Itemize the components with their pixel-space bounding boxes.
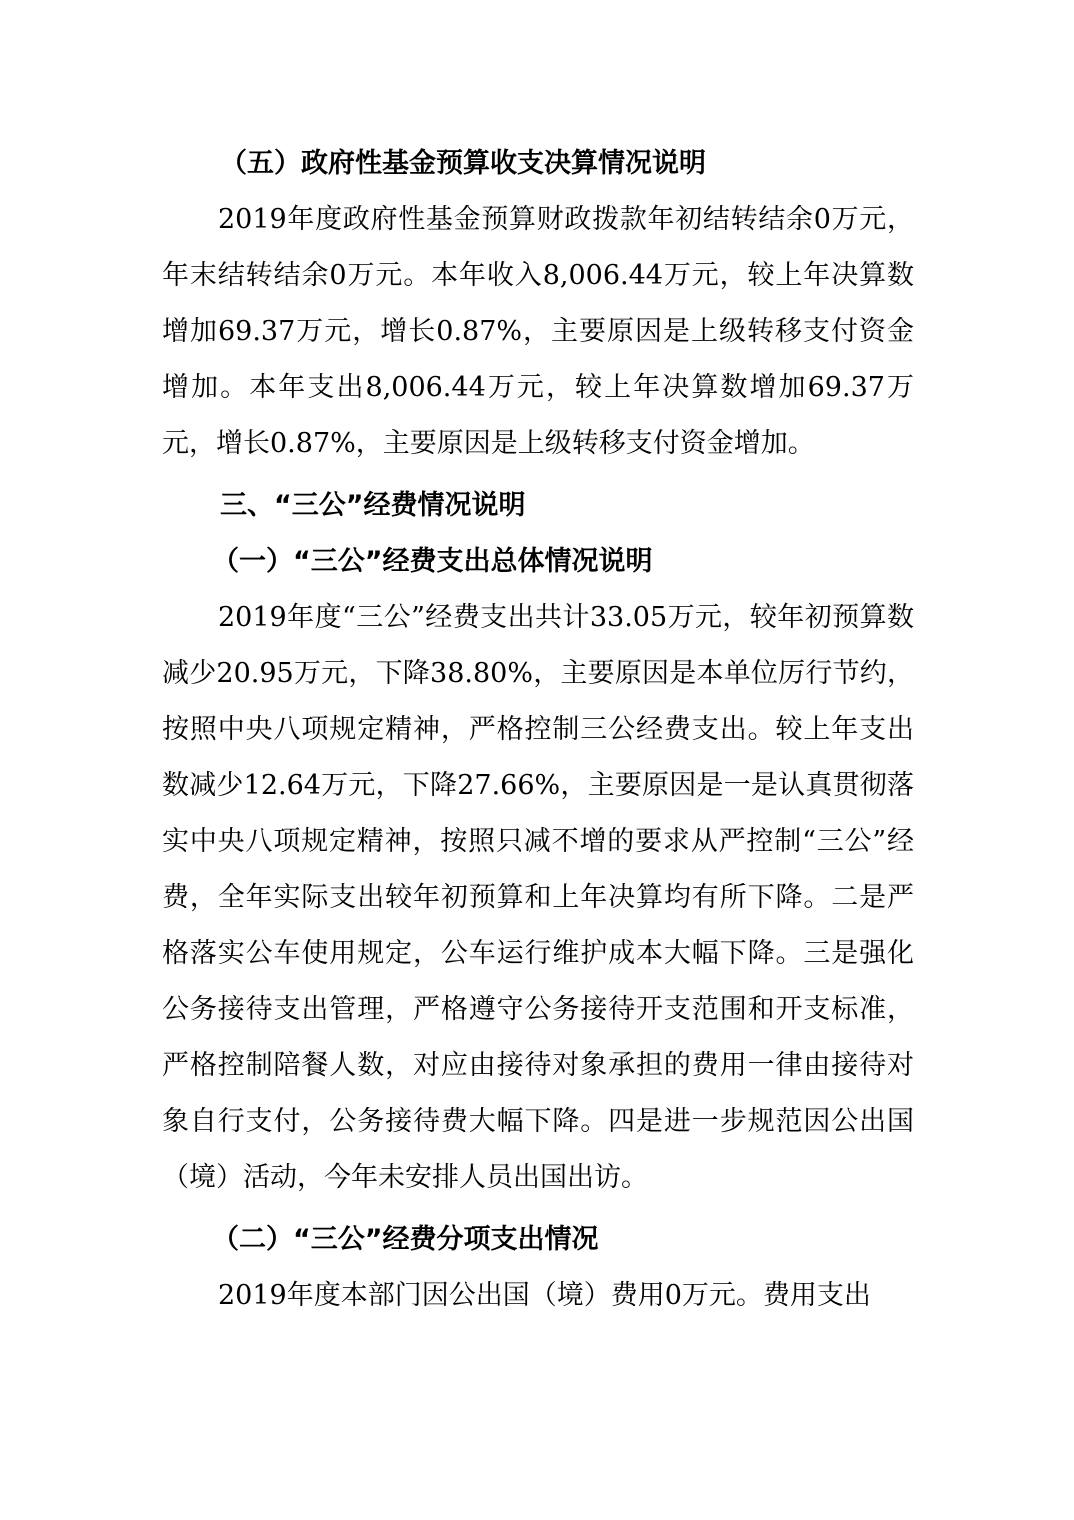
document-body [162,136,914,1324]
subsection-two-heading: （二）“三公”经费分项支出情况 [212,1224,599,1255]
section-five-paragraph: 2019年度政府性基金预算财政拨款年初结转结余0万元，年末结转结余0万元。本年收入8,006.44万元，较上年决算数增加69.37万元，增长0.87%，主要原因是上级转移支付资金增加。本年支出8,006.44万元，较上年决算数增加69.37万元，增长0.87%，主要原因是上级转移支付资金增加。 [162,204,914,459]
subsection-one-paragraph: 2019年度“三公”经费支出共计33.05万元，较年初预算数减少20.95万元，下降38.80%，主要原因是本单位厉行节约，按照中央八项规定精神，严格控制三公经费支出。较上年支出数减少12.64万元，下降27.66%，主要原因是一是认真贯彻落实中央八项规定精神，按照只减不增的要求从严控制“三公”经费，全年实际支出较年初预算和上年决算均有所下降。二是严格落实公车使用规定，公车运行维护成本大幅下降。三是强化公务接待支出管理，严格遵守公务接待开支范围和开支标准，严格控制陪餐人数，对应由接待对象承担的费用一律由接待对象自行支付，公务接待费大幅下降。四是进一步规范因公出国（境）活动，今年未安排人员出国出访。 [162,602,914,1193]
section-three-heading: 三、“三公”经费情况说明 [220,490,526,521]
subsection-two-paragraph: 2019年度本部门因公出国（境）费用0万元。费用支出 [218,1280,871,1311]
subsection-one-heading: （一）“三公”经费支出总体情况说明 [212,546,653,577]
section-five-heading: （五）政府性基金预算收支决算情况说明 [220,148,706,179]
